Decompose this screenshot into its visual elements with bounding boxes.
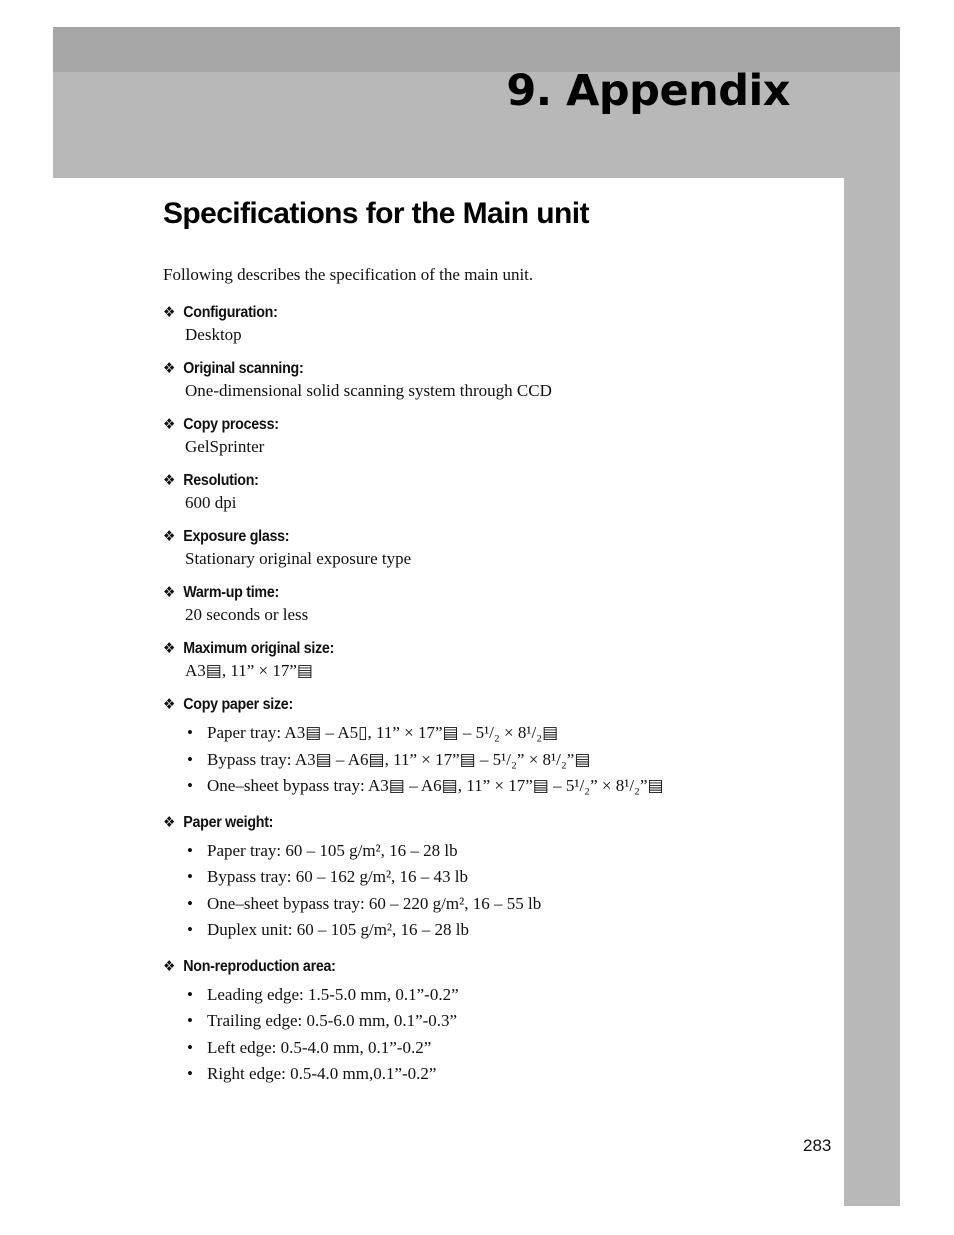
spec-label: Configuration: bbox=[183, 304, 278, 321]
spec-label: Warm-up time: bbox=[183, 584, 279, 601]
spec-copy-process bbox=[163, 414, 833, 458]
spec-label: Resolution: bbox=[183, 472, 259, 489]
sub-list bbox=[185, 838, 833, 944]
spec-label: Exposure glass: bbox=[183, 528, 290, 545]
list-item: • Bypass tray: 60 – 162 g/m², 16 – 43 lb bbox=[185, 864, 833, 891]
spec-value: Stationary original exposure type bbox=[185, 549, 412, 568]
list-item: • One–sheet bypass tray: A3▤ – A6▤, 11” × 17”▤ – 5¹/₂” × 8¹/₂”▤ bbox=[185, 773, 833, 800]
diamond-bullet-icon: ❖ bbox=[163, 304, 176, 321]
list-item: • Leading edge: 1.5-5.0 mm, 0.1”-0.2” bbox=[185, 982, 833, 1009]
spec-non-reproduction-area bbox=[163, 956, 833, 1088]
spec-maximum-original-size bbox=[163, 638, 833, 682]
spec-original-scanning bbox=[163, 358, 833, 402]
sub-list bbox=[185, 720, 833, 800]
spec-value: 20 seconds or less bbox=[185, 605, 309, 624]
spec-configuration bbox=[163, 302, 833, 346]
list-item: • Trailing edge: 0.5-6.0 mm, 0.1”-0.3” bbox=[185, 1008, 833, 1035]
sub-list bbox=[185, 982, 833, 1088]
spec-resolution bbox=[163, 470, 833, 514]
spec-exposure-glass bbox=[163, 526, 833, 570]
spec-value: 600 dpi bbox=[185, 493, 237, 512]
spec-label: Non-reproduction area: bbox=[183, 957, 336, 975]
list-item: • Duplex unit: 60 – 105 g/m², 16 – 28 lb bbox=[185, 917, 833, 944]
spec-value: One-dimensional solid scanning system through CCD bbox=[185, 381, 552, 400]
spec-label: Maximum original size: bbox=[183, 640, 335, 657]
diamond-bullet-icon: ❖ bbox=[163, 360, 176, 377]
list-item: • Right edge: 0.5-4.0 mm,0.1”-0.2” bbox=[185, 1061, 833, 1088]
chapter-title: 9. Appendix bbox=[506, 66, 790, 116]
spec-copy-paper-size bbox=[163, 694, 833, 800]
spec-warm-up-time bbox=[163, 582, 833, 626]
spec-label: Copy paper size: bbox=[183, 696, 293, 713]
spec-label: Copy process: bbox=[183, 416, 279, 433]
list-item: • Bypass tray: A3▤ – A6▤, 11” × 17”▤ – 5¹/₂” × 8¹/₂”▤ bbox=[185, 747, 833, 774]
spec-label: Original scanning: bbox=[183, 360, 304, 377]
spec-list bbox=[163, 302, 833, 1100]
list-item: • Left edge: 0.5-4.0 mm, 0.1”-0.2” bbox=[185, 1035, 833, 1062]
spec-label: Paper weight: bbox=[183, 813, 274, 831]
diamond-bullet-icon: ❖ bbox=[163, 472, 176, 489]
diamond-bullet-icon: ❖ bbox=[163, 640, 176, 657]
diamond-bullet-icon: ❖ bbox=[163, 416, 176, 433]
section-title: Specifications for the Main unit bbox=[163, 197, 589, 230]
diamond-bullet-icon: ❖ bbox=[163, 584, 176, 601]
diamond-bullet-icon: ❖ bbox=[163, 528, 176, 545]
list-item: • Paper tray: A3▤ – A5▯, 11” × 17”▤ – 5¹/₂ × 8¹/₂▤ bbox=[185, 720, 833, 747]
list-item: • One–sheet bypass tray: 60 – 220 g/m², 16 – 55 lb bbox=[185, 891, 833, 918]
spec-value: GelSprinter bbox=[185, 437, 265, 456]
diamond-bullet-icon: ❖ bbox=[163, 957, 176, 975]
spec-value: A3▤, 11” × 17”▤ bbox=[185, 661, 313, 680]
diamond-bullet-icon: ❖ bbox=[163, 813, 176, 831]
side-bar bbox=[844, 178, 900, 1206]
diamond-bullet-icon: ❖ bbox=[163, 696, 176, 713]
list-item: • Paper tray: 60 – 105 g/m², 16 – 28 lb bbox=[185, 838, 833, 865]
page-number: 283 bbox=[803, 1136, 832, 1155]
spec-paper-weight bbox=[163, 812, 833, 944]
spec-value: Desktop bbox=[185, 325, 242, 344]
intro-text: Following describes the specification of the main unit. bbox=[163, 265, 534, 284]
